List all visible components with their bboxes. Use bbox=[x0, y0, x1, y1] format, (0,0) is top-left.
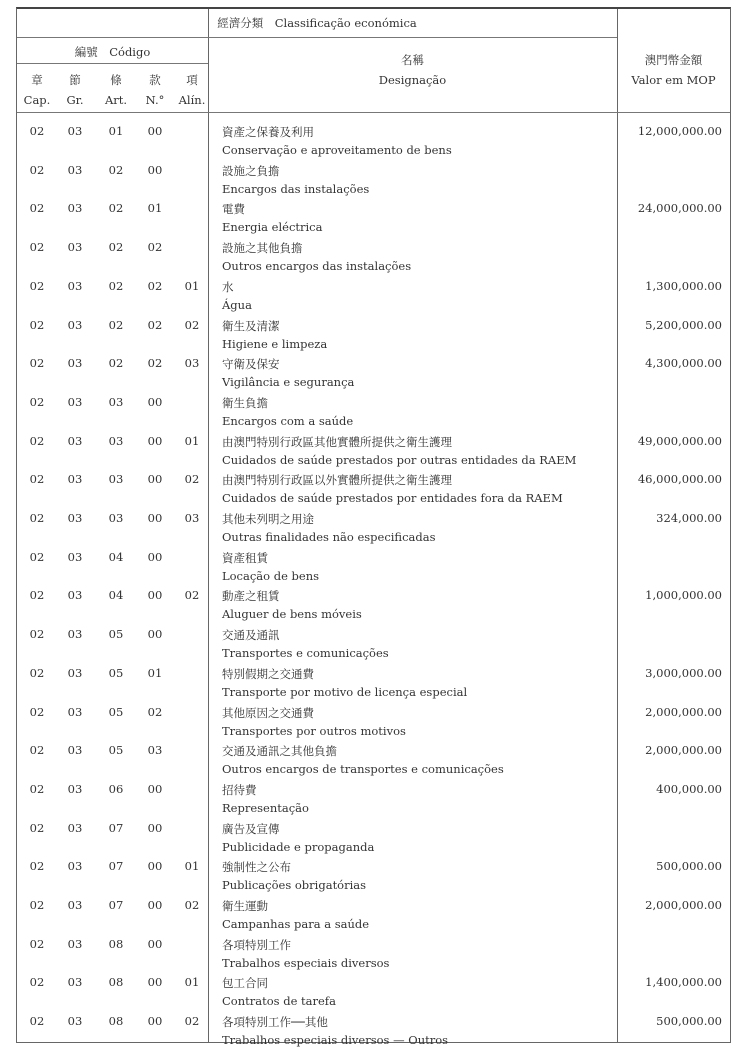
code-cap: 02 bbox=[29, 317, 45, 332]
code-alin: 02 bbox=[184, 588, 200, 603]
table-row bbox=[17, 275, 730, 314]
table-row bbox=[17, 236, 730, 275]
designation-zh: 由澳門特別行政區以外實體所提供之衛生護理 bbox=[222, 473, 452, 488]
table-row bbox=[17, 817, 730, 856]
code-cap: 02 bbox=[29, 394, 45, 409]
code-cap: 02 bbox=[29, 936, 45, 951]
designation-pt: Contratos de tarefa bbox=[222, 994, 336, 1009]
designation-zh: 各項特別工作──其他 bbox=[222, 1015, 328, 1030]
code-art: 08 bbox=[108, 1014, 124, 1029]
value-mop: 5,200,000.00 bbox=[645, 317, 722, 332]
code-n: 00 bbox=[147, 588, 163, 603]
code-art: 05 bbox=[108, 627, 124, 642]
value-mop: 324,000.00 bbox=[656, 511, 722, 525]
code-cap: 02 bbox=[29, 162, 45, 177]
table-row bbox=[17, 352, 730, 391]
col-cap-pt: Cap. bbox=[23, 93, 51, 107]
code-n: 00 bbox=[147, 472, 163, 487]
code-alin: 03 bbox=[184, 511, 200, 525]
code-cap: 02 bbox=[29, 278, 45, 293]
code-art: 04 bbox=[108, 549, 124, 564]
code-gr: 03 bbox=[67, 820, 83, 835]
code-art: 01 bbox=[108, 124, 124, 138]
code-n: 02 bbox=[147, 240, 163, 255]
code-gr: 03 bbox=[67, 975, 83, 990]
designation-zh: 交通及通訊之其他負擔 bbox=[222, 744, 337, 759]
code-art: 08 bbox=[108, 936, 124, 951]
code-n: 00 bbox=[147, 1014, 163, 1029]
designation-zh: 衛生負擔 bbox=[222, 395, 268, 410]
code-cap: 02 bbox=[29, 975, 45, 990]
designation-zh: 設施之其他負擔 bbox=[222, 241, 303, 256]
code-gr: 03 bbox=[67, 665, 83, 680]
code-n: 00 bbox=[147, 859, 163, 874]
code-n: 01 bbox=[147, 201, 163, 216]
code-gr: 03 bbox=[67, 549, 83, 564]
code-gr: 03 bbox=[67, 781, 83, 796]
code-n: 00 bbox=[147, 627, 163, 642]
code-gr: 03 bbox=[67, 124, 83, 138]
code-n: 00 bbox=[147, 433, 163, 448]
designation-zh: 衛生運動 bbox=[222, 899, 268, 913]
designation-pt: Transportes por outros motivos bbox=[222, 723, 406, 738]
code-gr: 03 bbox=[67, 356, 83, 371]
code-alin: 02 bbox=[184, 1014, 200, 1029]
value-header-pt: Valor em MOP bbox=[631, 73, 716, 87]
code-gr: 03 bbox=[67, 588, 83, 603]
designation-pt: Trabalhos especiais diversos — Outros bbox=[222, 1033, 449, 1048]
code-gr: 03 bbox=[67, 394, 83, 409]
code-art: 03 bbox=[108, 472, 124, 487]
name-header-zh: 名稱 bbox=[401, 53, 424, 67]
designation-zh: 招待費 bbox=[222, 782, 257, 797]
designation-pt: Publicações obrigatórias bbox=[222, 878, 367, 893]
code-cap: 02 bbox=[29, 511, 45, 525]
code-art: 03 bbox=[108, 394, 124, 409]
col-cap-zh: 章 bbox=[31, 73, 43, 87]
classification-header: 經濟分類 Classificação económica bbox=[217, 16, 417, 30]
divider-code-sub bbox=[17, 63, 208, 64]
code-cap: 02 bbox=[29, 898, 45, 912]
designation-zh: 資產租賃 bbox=[222, 550, 268, 565]
code-gr: 03 bbox=[67, 162, 83, 177]
code-cap: 02 bbox=[29, 588, 45, 603]
code-art: 07 bbox=[108, 859, 124, 874]
code-gr: 03 bbox=[67, 704, 83, 719]
code-gr: 03 bbox=[67, 278, 83, 293]
col-gr-pt: Gr. bbox=[66, 93, 84, 107]
code-gr: 03 bbox=[67, 240, 83, 255]
code-art: 07 bbox=[108, 820, 124, 835]
value-mop: 12,000,000.00 bbox=[637, 124, 722, 138]
col-alin-zh: 項 bbox=[186, 73, 198, 87]
code-cap: 02 bbox=[29, 201, 45, 216]
code-cap: 02 bbox=[29, 665, 45, 680]
designation-zh: 由澳門特別行政區其他實體所提供之衛生護理 bbox=[222, 434, 452, 449]
col-art-pt: Art. bbox=[104, 93, 128, 107]
table-row bbox=[17, 701, 730, 740]
code-cap: 02 bbox=[29, 820, 45, 835]
designation-zh: 其他未列明之用途 bbox=[222, 512, 314, 526]
designation-zh: 包工合同 bbox=[222, 976, 268, 991]
code-art: 08 bbox=[108, 975, 124, 990]
code-cap: 02 bbox=[29, 472, 45, 487]
value-mop: 1,000,000.00 bbox=[645, 588, 722, 603]
code-art: 05 bbox=[108, 665, 124, 680]
code-art: 02 bbox=[108, 278, 124, 293]
code-gr: 03 bbox=[67, 317, 83, 332]
divider-header-body bbox=[17, 112, 730, 113]
designation-pt: Locação de bens bbox=[222, 568, 320, 583]
code-n: 00 bbox=[147, 820, 163, 835]
designation-pt: Outros encargos das instalações bbox=[222, 259, 412, 274]
code-cap: 02 bbox=[29, 743, 45, 758]
code-art: 02 bbox=[108, 201, 124, 216]
code-art: 05 bbox=[108, 743, 124, 758]
code-alin: 01 bbox=[184, 975, 200, 990]
col-n-zh: 款 bbox=[149, 73, 161, 87]
code-gr: 03 bbox=[67, 627, 83, 642]
code-art: 05 bbox=[108, 704, 124, 719]
table-row bbox=[17, 855, 730, 894]
designation-zh: 強制性之公布 bbox=[222, 860, 291, 875]
code-n: 03 bbox=[147, 743, 163, 758]
designation-pt: Vigilância e segurança bbox=[222, 375, 355, 390]
code-gr: 03 bbox=[67, 472, 83, 487]
table-row bbox=[17, 468, 730, 507]
designation-pt: Transporte por motivo de licença especial bbox=[222, 684, 468, 699]
code-art: 02 bbox=[108, 162, 124, 177]
value-mop: 2,000,000.00 bbox=[645, 704, 722, 719]
code-art: 02 bbox=[108, 240, 124, 255]
code-gr: 03 bbox=[67, 201, 83, 216]
name-header-pt: Designação bbox=[378, 73, 447, 87]
table-row bbox=[17, 159, 730, 198]
value-mop: 1,400,000.00 bbox=[645, 975, 722, 990]
code-n: 00 bbox=[147, 124, 163, 138]
code-n: 01 bbox=[147, 665, 163, 680]
code-alin: 01 bbox=[184, 433, 200, 448]
code-cap: 02 bbox=[29, 781, 45, 796]
table-row bbox=[17, 894, 730, 933]
value-mop: 500,000.00 bbox=[656, 1014, 722, 1029]
code-gr: 03 bbox=[67, 936, 83, 951]
code-n: 00 bbox=[147, 936, 163, 951]
designation-zh: 其他原因之交通費 bbox=[222, 705, 314, 720]
value-mop: 500,000.00 bbox=[656, 859, 722, 874]
designation-pt: Publicidade e propaganda bbox=[222, 839, 375, 854]
table-row bbox=[17, 546, 730, 585]
budget-table bbox=[16, 7, 731, 1048]
col-art-zh: 條 bbox=[110, 73, 122, 87]
designation-pt: Encargos das instalações bbox=[222, 181, 370, 196]
code-n: 00 bbox=[147, 511, 163, 525]
code-n: 00 bbox=[147, 549, 163, 564]
code-cap: 02 bbox=[29, 240, 45, 255]
code-n: 00 bbox=[147, 394, 163, 409]
designation-pt: Higiene e limpeza bbox=[222, 336, 328, 351]
value-mop: 2,000,000.00 bbox=[645, 743, 722, 758]
designation-pt: Aluguer de bens móveis bbox=[222, 607, 362, 622]
code-cap: 02 bbox=[29, 859, 45, 874]
table-row bbox=[17, 971, 730, 1010]
value-header-zh: 澳門幣金額 bbox=[644, 53, 703, 67]
col-n-pt: N.° bbox=[145, 93, 165, 107]
table-row bbox=[17, 507, 730, 546]
code-cap: 02 bbox=[29, 356, 45, 371]
designation-zh: 水 bbox=[222, 279, 234, 294]
table-row bbox=[17, 391, 730, 430]
designation-zh: 動產之租賃 bbox=[222, 589, 280, 604]
designation-zh: 資產之保養及利用 bbox=[222, 125, 314, 139]
table-row bbox=[17, 1010, 730, 1049]
designation-zh: 廣告及宣傳 bbox=[222, 821, 280, 836]
table-row bbox=[17, 430, 730, 469]
code-art: 04 bbox=[108, 588, 124, 603]
code-art: 03 bbox=[108, 433, 124, 448]
value-mop: 400,000.00 bbox=[656, 781, 722, 796]
divider-classification bbox=[17, 37, 617, 38]
code-n: 02 bbox=[147, 704, 163, 719]
table-row bbox=[17, 120, 730, 159]
code-n: 02 bbox=[147, 356, 163, 371]
designation-pt: Campanhas para a saúde bbox=[222, 917, 370, 931]
code-cap: 02 bbox=[29, 549, 45, 564]
code-art: 03 bbox=[108, 511, 124, 525]
code-n: 02 bbox=[147, 317, 163, 332]
designation-pt: Água bbox=[222, 297, 252, 312]
table-row bbox=[17, 739, 730, 778]
designation-pt: Outras finalidades não especificadas bbox=[222, 530, 436, 544]
designation-zh: 特別假期之交通費 bbox=[222, 666, 314, 681]
designation-zh: 設施之負擔 bbox=[222, 163, 280, 178]
table-row bbox=[17, 623, 730, 662]
designation-pt: Conservação e aproveitamento de bens bbox=[222, 143, 452, 157]
designation-zh: 各項特別工作 bbox=[222, 937, 291, 952]
code-art: 06 bbox=[108, 781, 124, 796]
code-cap: 02 bbox=[29, 704, 45, 719]
code-n: 00 bbox=[147, 781, 163, 796]
designation-zh: 守衛及保安 bbox=[222, 357, 280, 372]
designation-zh: 衛生及清潔 bbox=[222, 318, 280, 333]
designation-pt: Cuidados de saúde prestados por entidades fora da RAEM bbox=[222, 491, 563, 506]
code-art: 02 bbox=[108, 317, 124, 332]
code-alin: 01 bbox=[184, 278, 200, 293]
code-cap: 02 bbox=[29, 433, 45, 448]
code-header: 編號 Código bbox=[74, 45, 151, 59]
code-art: 07 bbox=[108, 898, 124, 912]
col-gr-zh: 節 bbox=[69, 73, 81, 87]
value-mop: 1,300,000.00 bbox=[645, 278, 722, 293]
designation-pt: Cuidados de saúde prestados por outras entidades da RAEM bbox=[222, 452, 577, 467]
designation-pt: Energia eléctrica bbox=[222, 220, 323, 235]
value-mop: 2,000,000.00 bbox=[645, 898, 722, 912]
col-alin-pt: Alín. bbox=[178, 93, 206, 107]
designation-pt: Encargos com a saúde bbox=[222, 413, 354, 428]
code-cap: 02 bbox=[29, 627, 45, 642]
code-gr: 03 bbox=[67, 433, 83, 448]
code-alin: 02 bbox=[184, 898, 200, 912]
designation-zh: 電費 bbox=[222, 202, 245, 217]
code-gr: 03 bbox=[67, 859, 83, 874]
table-row bbox=[17, 314, 730, 353]
code-cap: 02 bbox=[29, 1014, 45, 1029]
value-mop: 49,000,000.00 bbox=[637, 433, 722, 448]
code-cap: 02 bbox=[29, 124, 45, 138]
code-n: 02 bbox=[147, 278, 163, 293]
designation-pt: Outros encargos de transportes e comunicações bbox=[222, 762, 504, 777]
designation-pt: Transportes e comunicações bbox=[222, 646, 389, 661]
code-gr: 03 bbox=[67, 743, 83, 758]
code-alin: 01 bbox=[184, 859, 200, 874]
table-row bbox=[17, 584, 730, 623]
code-alin: 02 bbox=[184, 317, 200, 332]
code-n: 00 bbox=[147, 162, 163, 177]
value-mop: 3,000,000.00 bbox=[645, 665, 722, 680]
designation-pt: Representação bbox=[222, 800, 309, 815]
table-row bbox=[17, 778, 730, 817]
code-gr: 03 bbox=[67, 898, 83, 912]
code-n: 00 bbox=[147, 898, 163, 912]
value-mop: 46,000,000.00 bbox=[637, 472, 722, 487]
table-row bbox=[17, 197, 730, 236]
value-mop: 24,000,000.00 bbox=[637, 201, 722, 216]
table-row bbox=[17, 662, 730, 701]
table-row bbox=[17, 933, 730, 972]
code-n: 00 bbox=[147, 975, 163, 990]
code-art: 02 bbox=[108, 356, 124, 371]
value-mop: 4,300,000.00 bbox=[645, 356, 722, 371]
code-gr: 03 bbox=[67, 511, 83, 525]
code-gr: 03 bbox=[67, 1014, 83, 1029]
designation-zh: 交通及通訊 bbox=[222, 628, 280, 643]
code-alin: 03 bbox=[184, 356, 200, 371]
designation-pt: Trabalhos especiais diversos bbox=[222, 955, 390, 970]
code-alin: 02 bbox=[184, 472, 200, 487]
